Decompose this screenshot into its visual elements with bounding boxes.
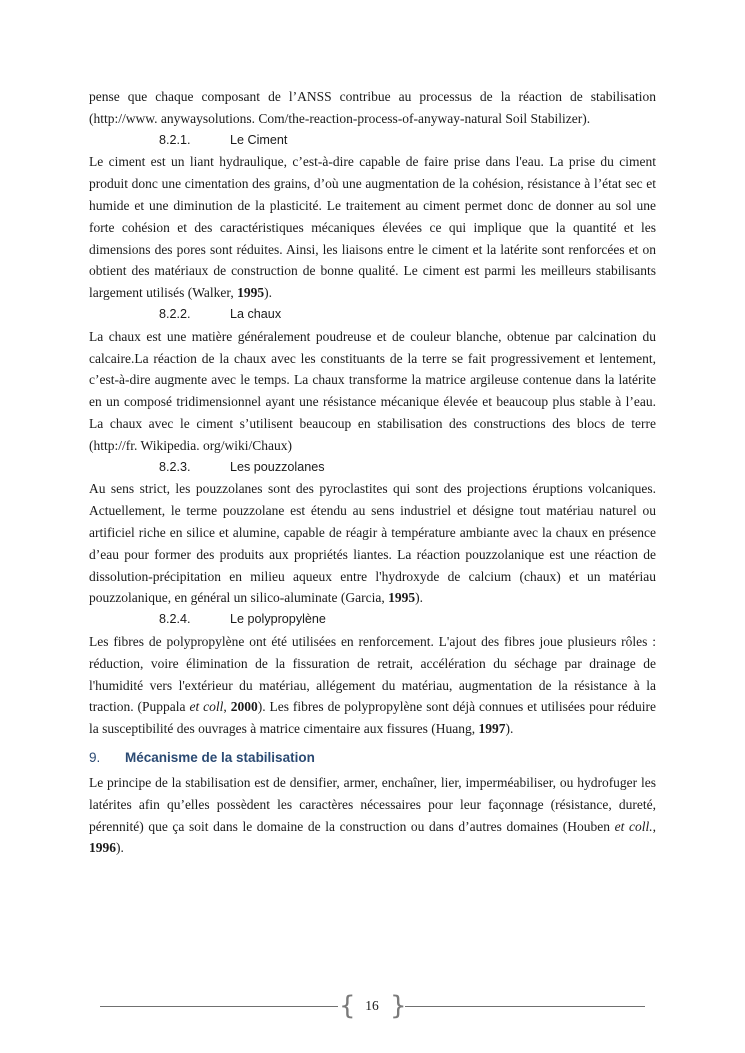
subsection-heading-ciment: [89, 130, 656, 152]
subsection-number: 8.2.3.: [159, 459, 191, 474]
intro-paragraph: pense que chaque composant de l’ANSS contribue au processus de la réaction de stabilisation (http://www. anywaysolutions. Com/the-reaction-process-of-anyway-natural Soil Stabilizer).: [89, 89, 656, 126]
paragraph-pouzzolanes: [89, 478, 656, 609]
subsection-heading-polypropylene: [89, 609, 656, 631]
section-heading-mecanisme: [89, 748, 656, 768]
section-title: Mécanisme de la stabilisation: [125, 749, 315, 765]
subsection-number: 8.2.2.: [159, 306, 191, 321]
subsection-heading-pouzzolanes: [89, 457, 656, 479]
citation-etcoll: et coll.: [614, 818, 653, 834]
paragraph-ciment: [89, 151, 656, 304]
subsection-title: Les pouzzolanes: [230, 459, 325, 474]
paragraph-text: Les fibres de polypropylène ont été utilisées en renforcement. L'ajout des fibres joue plusieurs rôles : réduction, voire élimination de la fissuration de retrait, accélération du séchage par drainage de l'humidité vers l'extérieur du matériau, allégement du matériau, augmentation de la résistance à la traction. (Puppala: [89, 633, 656, 715]
subsection-title: Le Ciment: [230, 132, 288, 147]
citation-year: 2000: [230, 699, 258, 715]
page-number: 16: [365, 998, 379, 1013]
paragraph-end: ).: [415, 590, 423, 606]
subsection-title: La chaux: [230, 306, 282, 321]
subsection-heading-chaux: [89, 304, 656, 326]
footer-rule-right: [405, 1006, 645, 1007]
footer-right-brace: }: [390, 991, 407, 1021]
paragraph-end: ).: [505, 721, 514, 737]
citation-year: 1996: [89, 840, 116, 856]
section-number: 9.: [89, 749, 101, 765]
paragraph-text: Au sens strict, les pouzzolanes sont des pyroclastites qui sont des projections éruptions volcaniques. Actuellement, le terme pouzzolane est étendu au sens industriel et désigne tout matériau naturel ou artificiel riche en silice et alumine, capable de réagir à température ambiante avec la chaux en présence d’eau pour former des produits aux propriétés liantes. La réaction pouzzolanique est une réaction de dissolution-précipitation en milieu aqueux entre l'hydroxyde de calcium (chaux) et un matériau pouzzolanique, en général un silico-aluminate (Garcia,: [89, 481, 656, 606]
paragraph-text: Le ciment est un liant hydraulique, c’est-à-dire capable de faire prise dans l'eau. La prise du ciment produit donc une cimentation des grains, d’où une augmentation de la cohésion, résistance à l’état sec et humide et une diminution de la plasticité. Le traitement au ciment permet donc de donner au sol une forte cohésion et des caractéristiques mécaniques élevées ce qui implique que la quantité et les dimensions des pores sont réduites. Ainsi, les liaisons entre le ciment et la latérite sont renforcées et on obtient des matériaux de construction de bonne qualité. Le ciment est parmi les meilleurs stabilisants largement utilisés (Walker,: [89, 154, 656, 301]
citation-year: 1997: [478, 721, 506, 737]
paragraph-end: ).: [116, 840, 124, 856]
subsection-number: 8.2.1.: [159, 132, 191, 147]
citation-year: 1995: [237, 285, 265, 301]
citation-etcoll: et coll: [189, 699, 224, 715]
subsection-title: Le polypropylène: [230, 612, 326, 627]
footer-left-brace: {: [339, 991, 356, 1021]
paragraph-text: Le principe de la stabilisation est de densifier, armer, enchaîner, lier, imperméabiliser, ou hydrofuger les latérites afin qu’elles possèdent les caractères nécessaires pour leur façonnage (résistance, dureté, pérennité) que ça soit dans le domaine de la construction ou dans d’autres domaines (Houben: [89, 774, 656, 834]
subsection-number: 8.2.4.: [159, 612, 191, 627]
paragraph-end: ).: [264, 285, 272, 301]
citation-comma: ,: [223, 699, 231, 715]
paragraph-text-continued: ). Les fibres de polypropylène sont déjà connues et utilisées pour réduire la susceptibilité des ouvrages à matrice cimentaire aux fissures (Huang,: [89, 699, 656, 737]
citation-year: 1995: [388, 590, 416, 606]
page-body: [89, 86, 656, 859]
citation-comma: ,: [652, 818, 656, 834]
footer-rule-left: [100, 1006, 338, 1007]
paragraph-mecanisme: [89, 772, 656, 859]
paragraph-chaux: La chaux est une matière généralement poudreuse et de couleur blanche, obtenue par calcination du calcaire.La réaction de la chaux avec les constituants de la terre se fait progressivement et lentement, c’est-à-dire augmente avec le temps. La chaux transforme la matrice argileuse contenue dans la latérite en un composé tridimensionnel ayant une résistance mécanique élevée et beaucoup plus stable à l’eau. La chaux avec le ciment s’utilisent beaucoup en stabilisation des constructions des blocs de terre (http://fr. Wikipedia. org/wiki/Chaux): [89, 328, 656, 453]
paragraph-polypropylene: [89, 631, 656, 740]
